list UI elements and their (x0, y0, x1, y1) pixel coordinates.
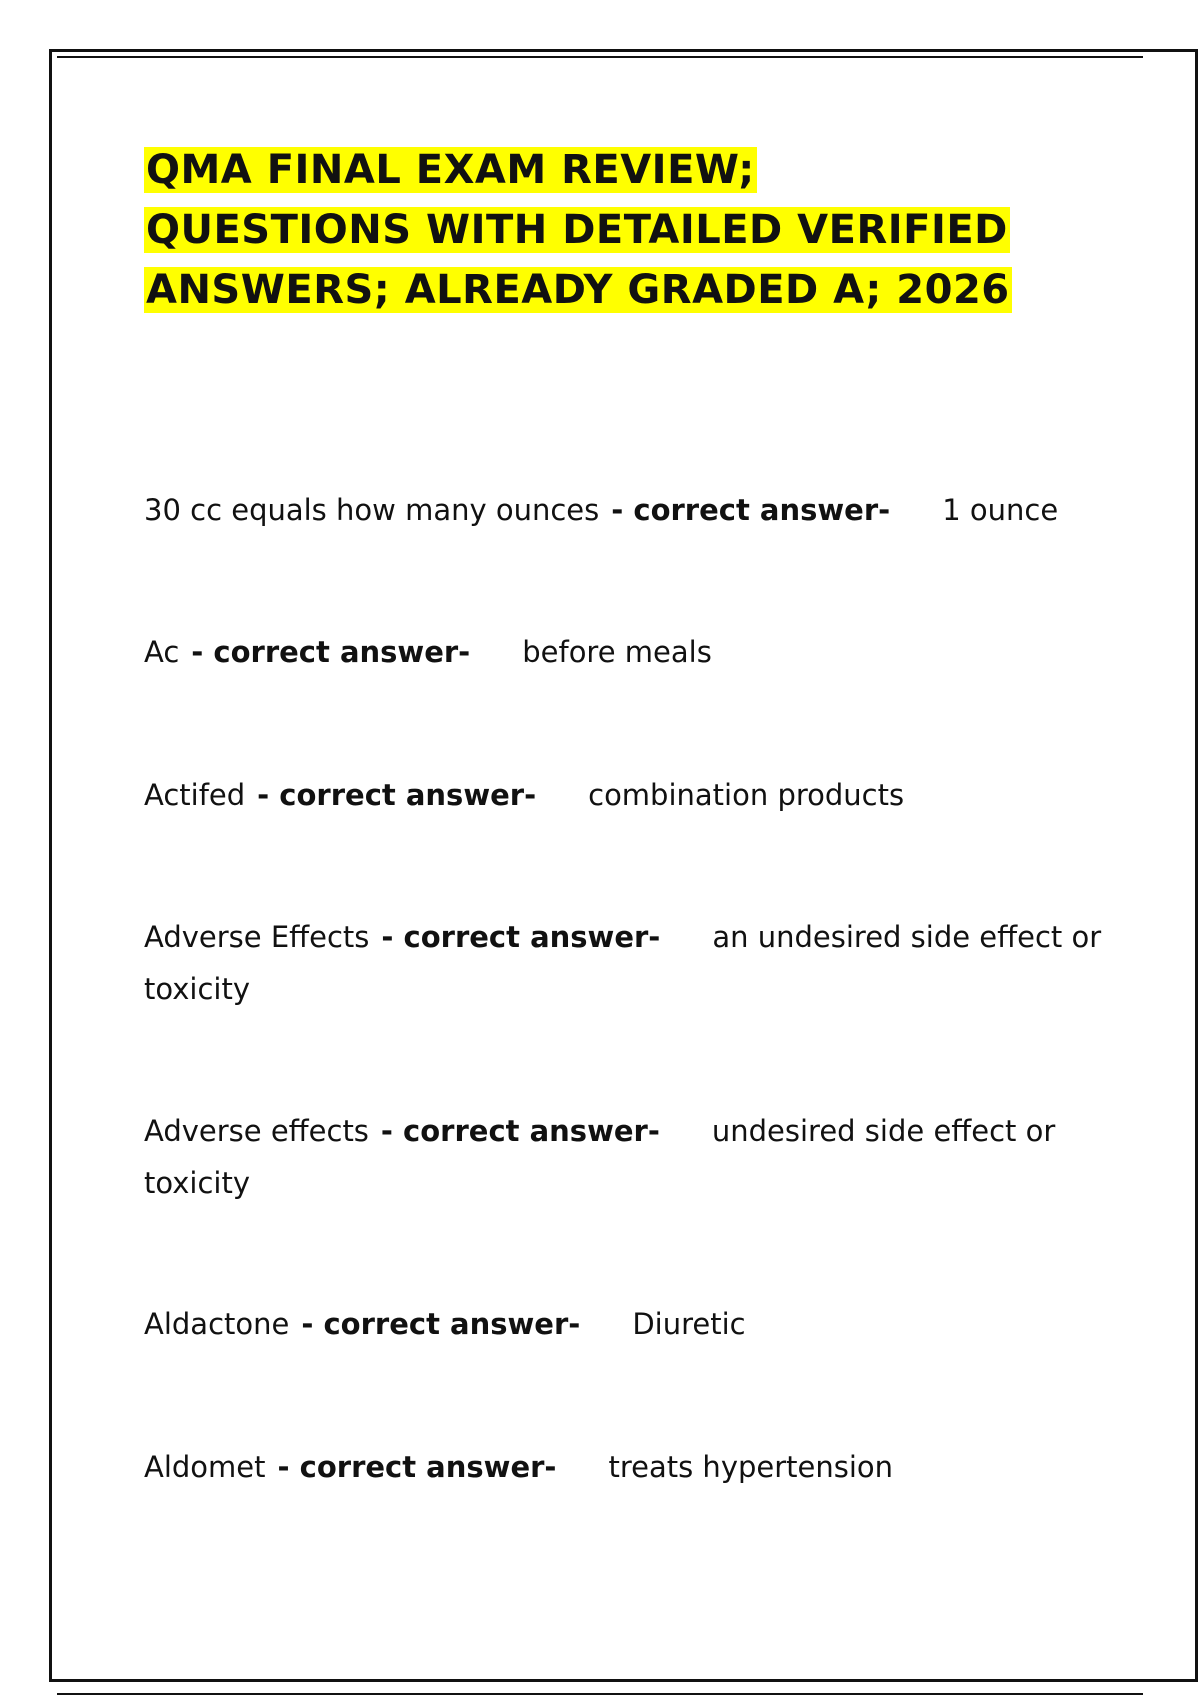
qa-term: Ac (144, 635, 180, 669)
qa-separator: - correct answer- (277, 1450, 557, 1484)
qa-item (144, 1441, 1104, 1493)
qa-term: 30 cc equals how many ounces (144, 493, 600, 527)
qa-answer: before meals (522, 635, 712, 669)
bottom-rule (57, 1693, 1143, 1695)
qa-term: Aldomet (144, 1450, 266, 1484)
qa-answer: Diuretic (632, 1307, 746, 1341)
title-line-1: QMA FINAL EXAM REVIEW; (146, 147, 755, 193)
qa-answer: undesired side effect or toxicity (144, 1114, 1056, 1200)
qa-term: Adverse Effects (144, 920, 370, 954)
qa-item (144, 626, 1104, 678)
qa-separator: - correct answer- (301, 1307, 581, 1341)
qa-item (144, 1298, 1104, 1350)
qa-item (144, 484, 1104, 536)
qa-answer: an undesired side effect or toxicity (144, 920, 1102, 1006)
title-line-2: QUESTIONS WITH DETAILED VERIFIED (146, 207, 1008, 253)
qa-item (144, 911, 1104, 1015)
qa-answer: 1 ounce (942, 493, 1059, 527)
qa-term: Aldactone (144, 1307, 290, 1341)
document-title (144, 140, 1144, 320)
qa-separator: - correct answer- (257, 778, 537, 812)
qa-separator: - correct answer- (191, 635, 471, 669)
qa-answer: treats hypertension (608, 1450, 894, 1484)
qa-term: Adverse effects (144, 1114, 369, 1148)
qa-separator: - correct answer- (380, 1114, 660, 1148)
top-rule (57, 56, 1143, 58)
qa-term: Actifed (144, 778, 246, 812)
qa-separator: - correct answer- (611, 493, 891, 527)
qa-separator: - correct answer- (381, 920, 661, 954)
title-line-3: ANSWERS; ALREADY GRADED A; 2026 (146, 267, 1010, 313)
qa-answer: combination products (588, 778, 905, 812)
qa-item (144, 1105, 1104, 1209)
qa-item (144, 769, 1104, 821)
